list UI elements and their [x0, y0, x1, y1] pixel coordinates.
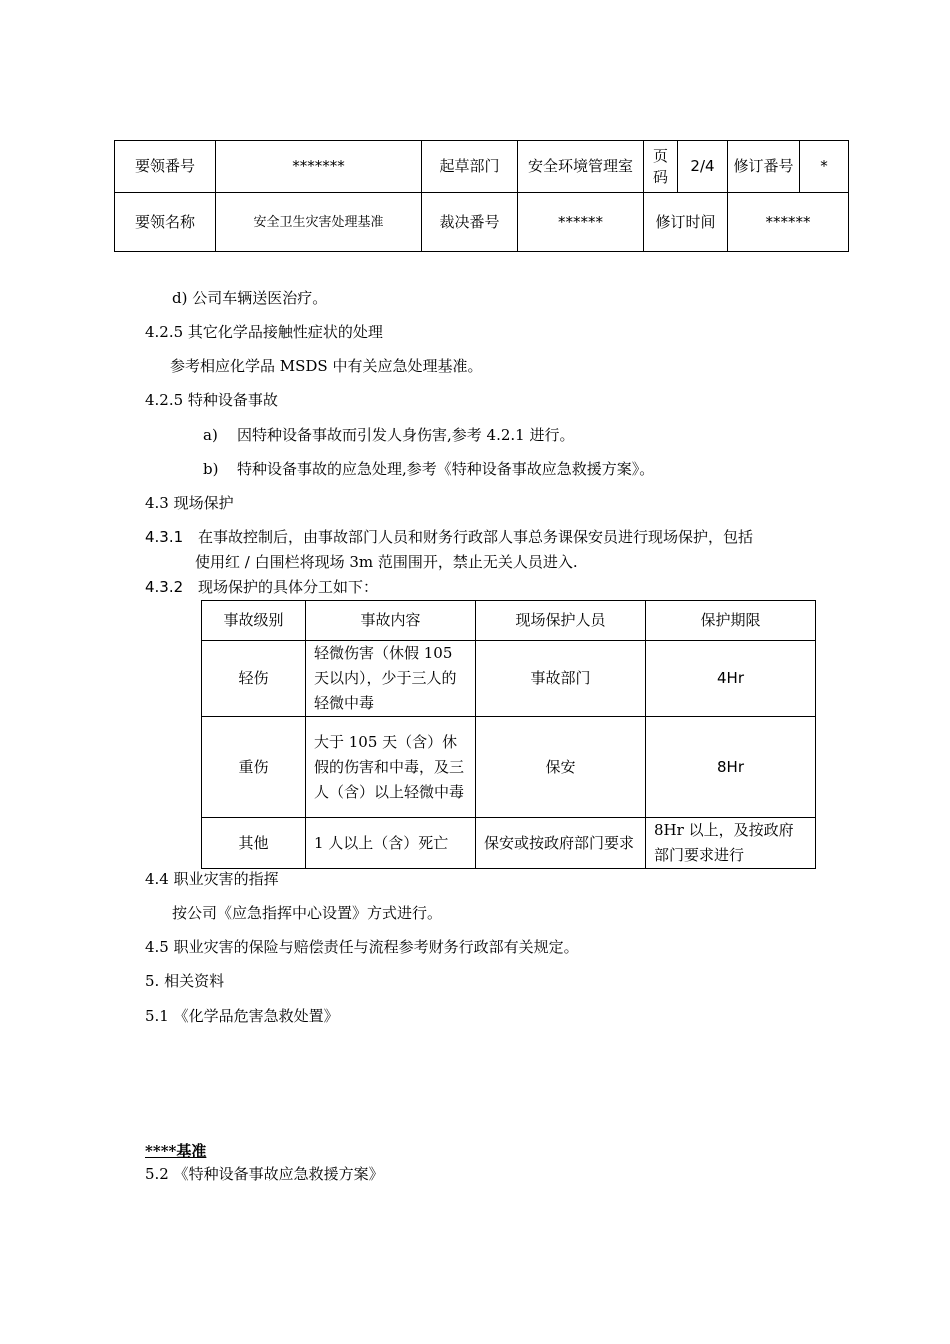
period-cell: 8Hr 以上，及按政府部门要求进行 [646, 818, 816, 869]
person-cell: 保安或按政府部门要求 [476, 818, 646, 869]
protection-table [201, 600, 816, 869]
revision-time-value: ****** [728, 193, 849, 252]
section-4-2-5b-title: 4.2.5 特种设备事故 [145, 391, 278, 409]
period-cell: 4Hr [646, 641, 816, 717]
item-d: d) 公司车辆送医治疗。 [172, 289, 328, 307]
doc-number-value: ******* [216, 141, 422, 193]
doc-name-label: 要领名称 [115, 193, 216, 252]
revision-number-label: 修订番号 [728, 141, 800, 193]
approval-number-value: ****** [518, 193, 644, 252]
page-value: 2/4 [678, 141, 728, 193]
section-4-3-title: 4.3 现场保护 [145, 494, 234, 512]
content-cell: 轻微伤害（休假 105 天以内），少于三人的轻微中毒 [306, 641, 476, 717]
level-cell: 轻伤 [202, 641, 306, 717]
content-cell: 1 人以上（含）死亡 [306, 818, 476, 869]
approval-number-label: 裁决番号 [422, 193, 518, 252]
item-b-marker: b) [203, 460, 219, 478]
section-4-3-1-line1: 在事故控制后，由事故部门人员和财务行政部人事总务课保安员进行现场保护，包括 [198, 528, 754, 546]
person-cell: 事故部门 [476, 641, 646, 717]
column-header: 现场保护人员 [476, 601, 646, 641]
page-label: 页码 [644, 141, 678, 193]
table-header-row [202, 601, 816, 641]
section-4-3-2-text: 现场保护的具体分工如下： [198, 578, 379, 596]
footer-title: ****基准 [145, 1142, 207, 1160]
revision-time-label: 修订时间 [644, 193, 728, 252]
doc-number-label: 要领番号 [115, 141, 216, 193]
table-row [202, 818, 816, 869]
draft-dept-value: 安全环境管理室 [518, 141, 644, 193]
section-4-2-5-title: 4.2.5 其它化学品接触性症状的处理 [145, 323, 383, 341]
column-header: 保护期限 [646, 601, 816, 641]
content-cell: 大于 105 天（含）休假的伤害和中毒，及三人（含）以上轻微中毒 [306, 717, 476, 818]
item-a-text: 因特种设备事故而引发人身伤害,参考 4.2.1 进行。 [237, 426, 575, 444]
section-5-1: 5.1 《化学品危害急救处置》 [145, 1007, 339, 1025]
column-header: 事故级别 [202, 601, 306, 641]
section-4-2-5-text: 参考相应化学品 MSDS 中有关应急处理基准。 [170, 357, 483, 375]
section-4-5: 4.5 职业灾害的保险与赔偿责任与流程参考财务行政部有关规定。 [145, 938, 579, 956]
table-row [202, 641, 816, 717]
level-cell: 重伤 [202, 717, 306, 818]
header-table [114, 140, 849, 252]
section-4-3-1-number: 4.3.1 [145, 528, 184, 546]
revision-number-value: * [800, 141, 849, 193]
section-4-4-title: 4.4 职业灾害的指挥 [145, 870, 279, 888]
item-b-text: 特种设备事故的应急处理,参考《特种设备事故应急救援方案》。 [237, 460, 655, 478]
level-cell: 其他 [202, 818, 306, 869]
doc-name-value: 安全卫生灾害处理基准 [216, 193, 422, 252]
section-4-4-text: 按公司《应急指挥中心设置》方式进行。 [172, 904, 443, 922]
section-5-title: 5. 相关资料 [145, 972, 225, 990]
table-row [202, 717, 816, 818]
draft-dept-label: 起草部门 [422, 141, 518, 193]
section-5-2: 5.2 《特种设备事故应急救援方案》 [145, 1165, 384, 1183]
item-a-marker: a) [203, 426, 218, 444]
column-header: 事故内容 [306, 601, 476, 641]
period-cell: 8Hr [646, 717, 816, 818]
person-cell: 保安 [476, 717, 646, 818]
section-4-3-2-number: 4.3.2 [145, 578, 184, 596]
section-4-3-1-line2: 使用红 / 白围栏将现场 3m 范围围开，禁止无关人员进入. [195, 553, 578, 571]
